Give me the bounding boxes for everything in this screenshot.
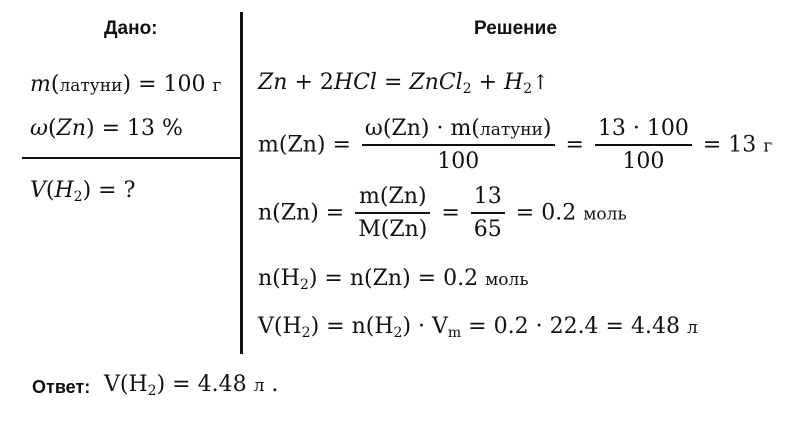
find-volume-h2: $V(H_2)$ = ? [30, 178, 136, 205]
mass-zn-formula: m(Zn) = $\frac{\text{ω(Zn) · m(латуни)}}{100}$ = $\frac{13 \cdot 100}{100}$ = 13 г [258, 116, 773, 174]
reaction-equation: Zn + 2HCl = ZnCl$_2$ + $H_2↑$ [258, 70, 549, 97]
answer-label: Ответ: [32, 377, 91, 397]
moles-zn-formula: n(Zn) = $\frac{m(Zn)}{M(Zn)}$ = $\frac{13}{65}$ = 0.2 моль [258, 184, 627, 242]
given-header: Дано: [104, 18, 158, 39]
solution-header: Решение [474, 18, 557, 39]
answer-formula: $V(H_2) = 4.48$ л . [104, 372, 279, 399]
given-mass-fraction-zn: ω(Zn) = 13 % [30, 116, 183, 141]
moles-zn-fraction-2: $\frac{13}{65}$ [471, 186, 505, 241]
given-mass-brass: m(латуни) = 100 г [30, 72, 222, 97]
vertical-divider [240, 12, 243, 354]
horizontal-divider [22, 157, 242, 159]
mass-zn-fraction-1: $\frac{\text{ω(Zn) · m(латуни)}}{100}$ [362, 118, 555, 173]
mass-zn-fraction-2: $\frac{13 \cdot 100}{100}$ [595, 118, 692, 173]
moles-h2-formula: $n(H_2) = n(Zn) = 0.2$ моль [258, 266, 529, 293]
moles-zn-fraction-1: $\frac{m(Zn)}{M(Zn)}$ [355, 186, 430, 241]
volume-h2-formula: $V(H_2) = n(H_2) \cdot V_m = 0.2 \cdot 22.4 = 4.48$ л [258, 314, 698, 341]
